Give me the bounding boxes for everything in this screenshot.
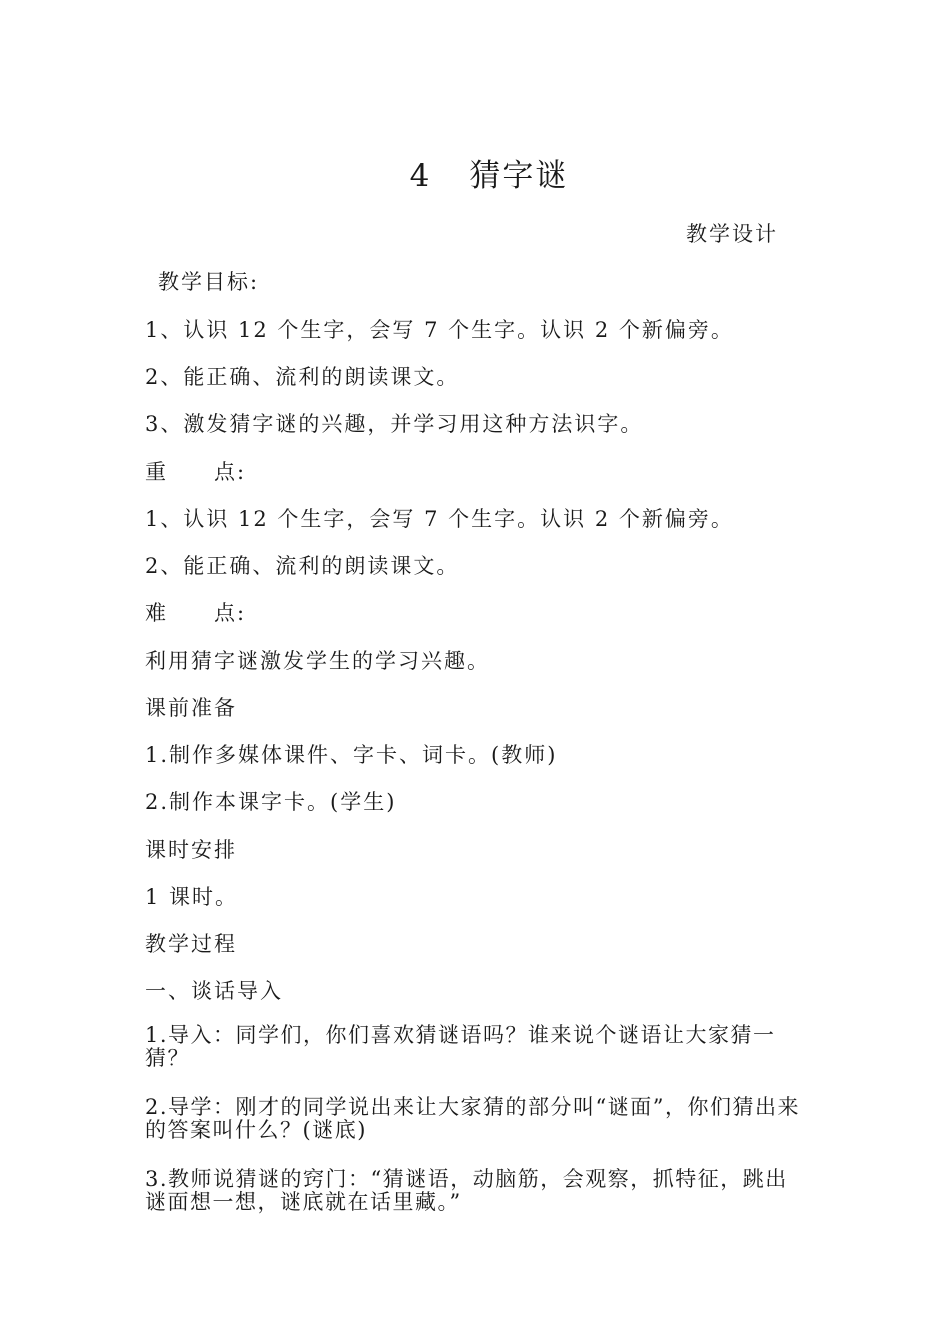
process-item-1: 1.导入：同学们，你们喜欢猜谜语吗？谁来说个谜语让大家猜一猜？ bbox=[145, 1023, 776, 1070]
objective-item-3: 3、激发猜字谜的兴趣，并学习用这种方法识字。 bbox=[145, 412, 644, 436]
process-item-3: 3.教师说猜谜的窍门：“猜谜语，动脑筋，会观察，抓特征，跳出谜面想一想，谜底就在话里藏。” bbox=[145, 1167, 788, 1214]
key-point-item-2: 2、能正确、流利的朗读课文。 bbox=[145, 554, 460, 578]
schedule-text: 1 课时。 bbox=[145, 885, 239, 909]
key-heading-char-1: 重 bbox=[145, 460, 168, 484]
document-subtitle: 教学设计 bbox=[686, 222, 778, 246]
objectives-heading: 教学目标: bbox=[158, 270, 260, 294]
lesson-title-text: 猜字谜 bbox=[469, 158, 569, 194]
prep-item-1: 1.制作多媒体课件、字卡、词卡。(教师) bbox=[145, 743, 558, 767]
lesson-title bbox=[0, 150, 950, 195]
key-points-heading bbox=[145, 456, 246, 486]
difficult-point-item-1: 利用猜字谜激发学生的学习兴趣。 bbox=[145, 649, 490, 673]
objective-item-1: 1、认识 12 个生字，会写 7 个生字。认识 2 个新偏旁。 bbox=[145, 318, 734, 342]
prep-item-2: 2.制作本课字卡。(学生) bbox=[145, 790, 397, 814]
prep-heading: 课前准备 bbox=[145, 696, 237, 720]
process-heading: 教学过程 bbox=[145, 932, 237, 956]
difficult-heading-char-1: 难 bbox=[145, 601, 168, 625]
process-part-1-heading: 一、谈话导入 bbox=[145, 979, 283, 1003]
key-heading-char-2: 点: bbox=[214, 460, 247, 484]
key-point-item-1: 1、认识 12 个生字，会写 7 个生字。认识 2 个新偏旁。 bbox=[145, 507, 734, 531]
schedule-heading: 课时安排 bbox=[145, 838, 237, 862]
process-item-2: 2.导学：刚才的同学说出来让大家猜的部分叫“谜面”，你们猜出来的答案叫什么？(谜底) bbox=[145, 1095, 801, 1142]
difficult-heading-char-2: 点: bbox=[214, 601, 247, 625]
difficult-points-heading bbox=[145, 597, 246, 627]
objective-item-2: 2、能正确、流利的朗读课文。 bbox=[145, 365, 460, 389]
lesson-number: 4 bbox=[409, 158, 432, 194]
